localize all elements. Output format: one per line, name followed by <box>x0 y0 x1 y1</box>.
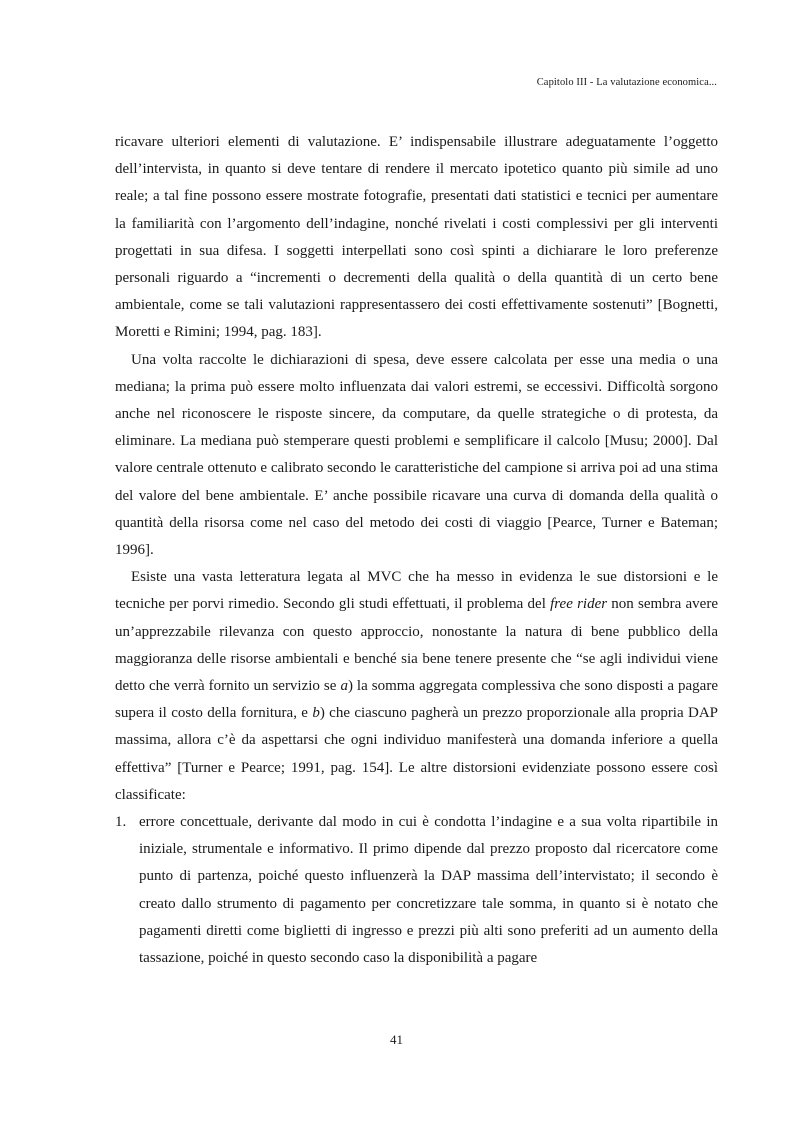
term-free-rider: free rider <box>550 596 608 613</box>
item-marker-b: b <box>312 705 320 722</box>
list-item-number: 1. <box>115 814 127 831</box>
item-marker-a: a <box>340 678 348 695</box>
running-header: Capitolo III - La valutazione economica... <box>536 77 717 88</box>
paragraph-3 <box>115 564 718 809</box>
body-text <box>115 129 718 972</box>
page-number: 41 <box>390 1032 403 1047</box>
paragraph-3-text-1: Esiste una vasta letteratura legata al MVC che ha messo in evidenza le sue distorsioni e le tecniche per porvi rimedio. Secondo gli studi effettuati, il problema del <box>115 569 718 613</box>
paragraph-3-text-4: ) che ciascuno pagherà un prezzo proporzionale alla propria DAP massima, allora c’è da aspettarsi che ogni individuo manifesterà una domanda inferiore a quella effettiva” [Turner e Pearce; 1991, pag. 154]. Le altre distorsioni evidenziate possono essere così classificate: <box>115 705 718 803</box>
paragraph-2: Una volta raccolte le dichiarazioni di spesa, deve essere calcolata per esse una media o una mediana; la prima può essere molto influenzata dai valori estremi, se eccessivi. Difficoltà sorgono anche nel riconoscere le risposte sincere, da computare, da quelle strategiche o di protesta, da eliminare. La mediana può stemperare questi problemi e semplificare il calcolo [Musu; 2000]. Dal valore centrale ottenuto e calibrato secondo le caratteristiche del campione si arriva poi ad una stima del valore del bene ambientale. E’ anche possibile ricavare una curva di domanda della qualità o quantità della risorsa come nel caso del metodo dei costi di viaggio [Pearce, Turner e Bateman; 1996]. <box>115 351 718 559</box>
list-item-text: errore concettuale, derivante dal modo in cui è condotta l’indagine e a sua volta ripartibile in iniziale, strumentale e informativo. Il primo dipende dal prezzo proposto dal ricercatore come punto di partenza, poiché questo influenzerà la DAP massima dell’intervistato; il secondo è creato dallo strumento di pagamento per concretizzare tale somma, in quanto si è notato che pagamenti diretti come biglietti di ingresso e prezzi più alti sono preferiti ad un aumento della tassazione, poiché in questo secondo caso la disponibilità a pagare <box>139 814 718 967</box>
list-item <box>115 809 718 972</box>
paragraph-3-text-2: non sembra avere un’apprezzabile rilevanza con questo approccio, nonostante la natura di bene pubblico della maggioranza delle risorse ambientali e benché sia bene tenere presente che “se agli individui viene detto che verrà fornito un servizio se <box>115 596 718 695</box>
paragraph-1: ricavare ulteriori elementi di valutazione. E’ indispensabile illustrare adeguatamente l’oggetto dell’intervista, in quanto si deve tentare di rendere il mercato ipotetico quanto più simile ad uno reale; a tal fine possono essere mostrate fotografie, presentati dati statistici e tecnici per aumentare la familiarità con l’argomento dell’indagine, nonché rivelati i costi complessivi per gli interventi progettati in sua difesa. I soggetti interpellati sono così spinti a dichiarare le loro preferenze personali riguardo a “incrementi o decrementi della qualità o della quantità di un certo bene ambientale, come se tali valutazioni rappresentassero dei costi effettivamente sostenuti” [Bognetti, Moretti e Rimini; 1994, pag. 183]. <box>115 134 718 341</box>
paragraph-3-text-3: ) la somma aggregata complessiva che sono disposti a pagare supera il costo della fornitura, e <box>115 678 718 722</box>
